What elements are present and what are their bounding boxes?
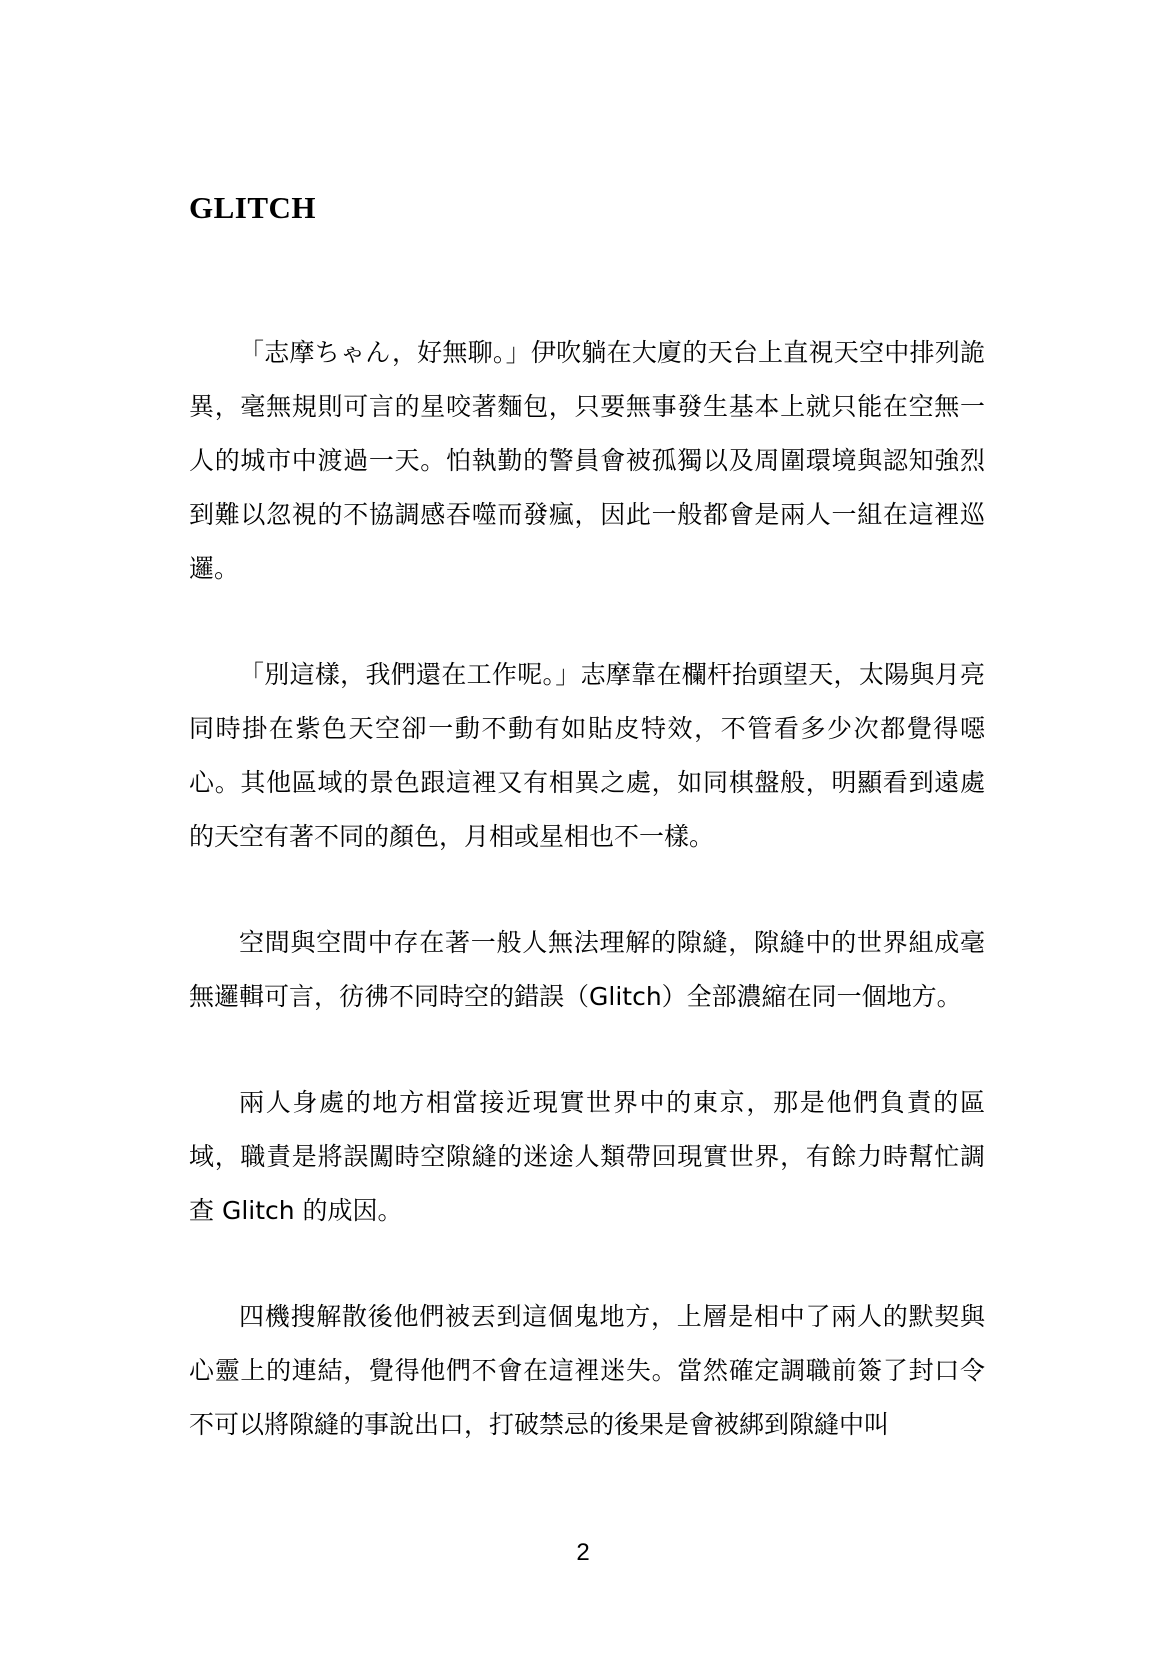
page-number: 2 <box>576 1539 590 1566</box>
paragraph-5: 四機搜解散後他們被丟到這個鬼地方，上層是相中了兩人的默契與心靈上的連結，覺得他們不會在這裡迷失。當然確定調職前簽了封口令不可以將隙縫的事說出口，打破禁忌的後果是會被綁到隙縫中叫 <box>189 1302 985 1439</box>
paragraph-3: 空間與空間中存在著一般人無法理解的隙縫，隙縫中的世界組成毫無邏輯可言，彷彿不同時空的錯誤（Glitch）全部濃縮在同一個地方。 <box>189 928 985 1011</box>
paragraph-2: 「別這樣，我們還在工作呢。」志摩靠在欄杆抬頭望天，太陽與月亮同時掛在紫色天空卻一動不動有如貼皮特效，不管看多少次都覺得噁心。其他區域的景色跟這裡又有相異之處，如同棋盤般，明顯看到遠處的天空有著不同的顏色，月相或星相也不一樣。 <box>189 660 985 851</box>
document-title: GLITCH <box>189 190 317 225</box>
paragraph-4: 兩人身處的地方相當接近現實世界中的東京，那是他們負責的區域，職責是將誤闖時空隙縫的迷途人類帶回現實世界，有餘力時幫忙調查 Glitch 的成因。 <box>189 1088 985 1225</box>
paragraph-1: 「志摩ちゃん，好無聊。」伊吹躺在大廈的天台上直視天空中排列詭異，毫無規則可言的星咬著麵包，只要無事發生基本上就只能在空無一人的城市中渡過一天。怕執勤的警員會被孤獨以及周圍環境與認知強烈到難以忽視的不協調感吞噬而發瘋，因此一般都會是兩人一組在這裡巡邏。 <box>189 338 985 583</box>
body-text <box>189 326 985 1504</box>
